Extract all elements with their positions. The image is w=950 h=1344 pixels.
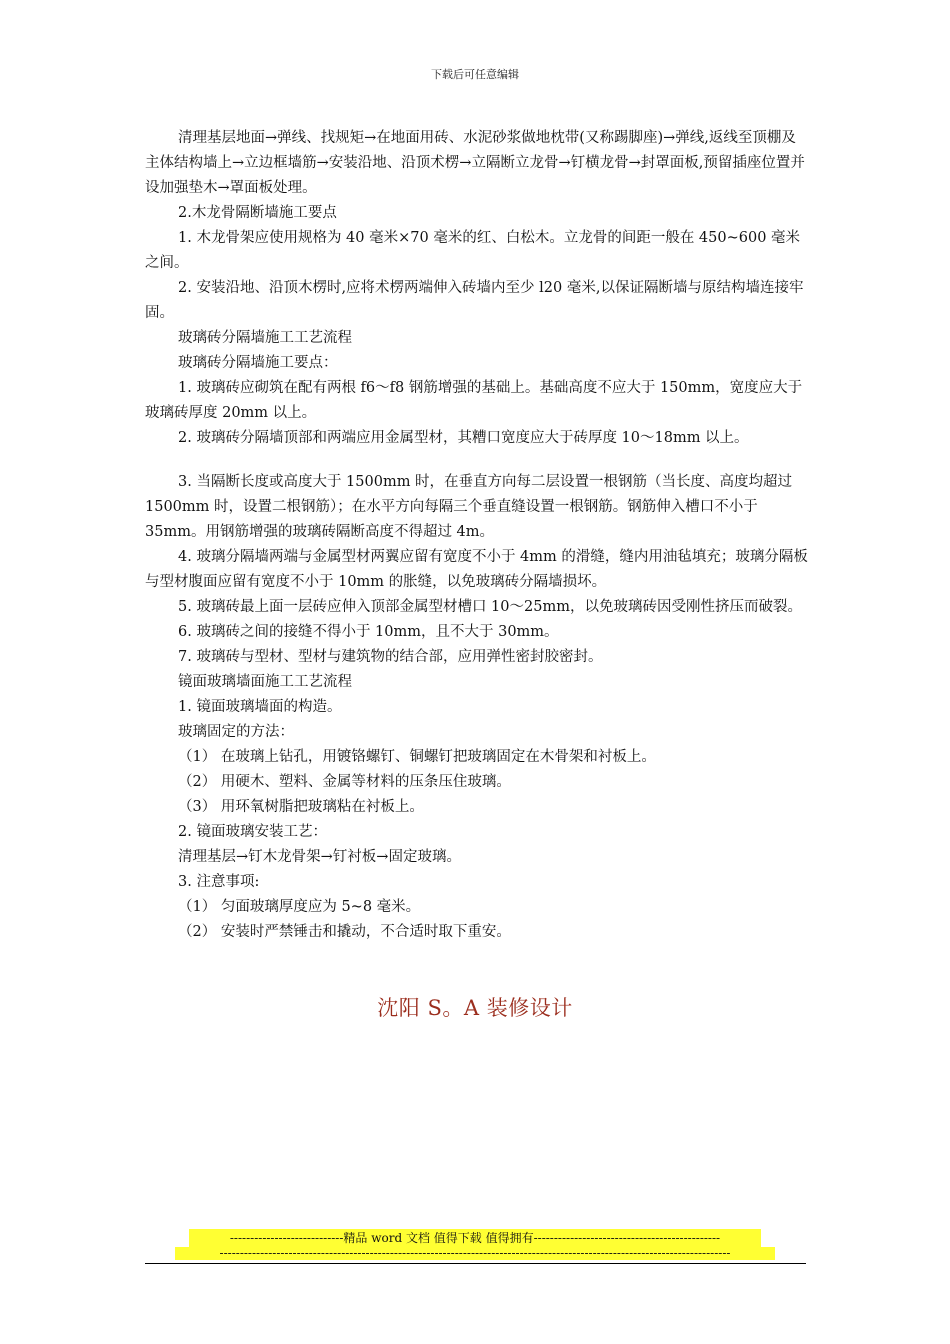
- list-item: （1） 在玻璃上钻孔，用镀铬螺钉、铜螺钉把玻璃固定在木骨架和衬板上。: [178, 749, 656, 765]
- list-item: 5. 玻璃砖最上面一层砖应伸入顶部金属型材槽口 10～25mm，以免玻璃砖因受刚性挤压而破裂。: [178, 599, 802, 615]
- section-heading-mirror-glass: 镜面玻璃墙面施工工艺流程: [178, 674, 352, 690]
- list-item: 6. 玻璃砖之间的接缝不得小于 10mm，且不大于 30mm。: [178, 624, 559, 640]
- footer-banner: ----------------------------精品 word 文档 值得下载 值得拥有----------------------------------------------: [189, 1229, 761, 1247]
- section-heading-wood-keel: 2.木龙骨隔断墙施工要点: [178, 205, 337, 221]
- list-item: 7. 玻璃砖与型材、型材与建筑物的结合部，应用弹性密封胶密封。: [178, 649, 603, 665]
- footer-divider: [145, 1263, 806, 1264]
- document-body: [145, 126, 810, 945]
- section-heading-glass-brick-flow: 玻璃砖分隔墙施工工艺流程: [178, 330, 352, 346]
- list-item: 3. 注意事项:: [178, 874, 260, 890]
- company-name: 沈阳 S。A 装修设计: [377, 996, 573, 1020]
- list-item: 2. 镜面玻璃安装工艺：: [178, 824, 327, 840]
- list-item: （2） 安装时严禁锤击和撬动，不合适时取下重安。: [178, 924, 511, 940]
- paragraph-process-flow: 清理基层地面→弹线、找规矩→在地面用砖、水泥砂浆做地枕带(又称踢脚座)→弹线,返线至顶棚及主体结构墙上→立边框墙筋→安装沿地、沿顶术楞→立隔断立龙骨→钉横龙骨→封罩面板,预留插座位置并设加强垫木→罩面板处理。: [145, 130, 805, 196]
- list-item: 2. 安装沿地、沿顶木楞时,应将术楞两端伸入砖墙内至少 l20 毫米,以保证隔断墙与原结构墙连接牢固。: [145, 280, 804, 321]
- list-item: （3） 用环氧树脂把玻璃粘在衬板上。: [178, 799, 424, 815]
- paragraph-gap: [145, 451, 810, 470]
- list-item: （1） 匀面玻璃厚度应为 5~8 毫米。: [178, 899, 421, 915]
- section-heading-glass-brick-points: 玻璃砖分隔墙施工要点：: [178, 355, 338, 371]
- footer-dash-line: ------------------------------------------------------------------------------------------------------------------------------: [175, 1247, 775, 1260]
- page-header: 下载后可任意编辑: [431, 68, 519, 81]
- list-item: 3. 当隔断长度或高度大于 1500mm 时，在垂直方向每二层设置一根钢筋（当长度、高度均超过 1500mm 时，设置二根钢筋）；在水平方向每隔三个垂直缝设置一根钢筋。钢筋伸入槽口不小于 35mm。用钢筋增强的玻璃砖隔断高度不得超过 4m。: [145, 474, 793, 540]
- list-item: （2） 用硬木、塑料、金属等材料的压条压住玻璃。: [178, 774, 511, 790]
- list-item: 4. 玻璃分隔墙两端与金属型材两翼应留有宽度不小于 4mm 的滑缝，缝内用油毡填充；玻璃分隔板与型材腹面应留有宽度不小于 10mm 的胀缝，以免玻璃砖分隔墙损坏。: [145, 549, 808, 590]
- list-item: 1. 镜面玻璃墙面的构造。: [178, 699, 342, 715]
- list-item: 2. 玻璃砖分隔墙顶部和两端应用金属型材，其糟口宽度应大于砖厚度 10～18mm 以上。: [178, 430, 749, 446]
- list-item: 1. 木龙骨架应使用规格为 40 毫米×70 毫米的红、白松木。立龙骨的间距一般在 450~600 毫米之间。: [145, 230, 801, 271]
- list-item: 1. 玻璃砖应砌筑在配有两根 f6～f8 钢筋增强的基础上。基础高度不应大于 150mm，宽度应大于玻璃砖厚度 20mm 以上。: [145, 380, 803, 421]
- list-item: 清理基层→钉木龙骨架→钉衬板→固定玻璃。: [178, 849, 461, 865]
- subheading-fixing-methods: 玻璃固定的方法：: [178, 724, 294, 740]
